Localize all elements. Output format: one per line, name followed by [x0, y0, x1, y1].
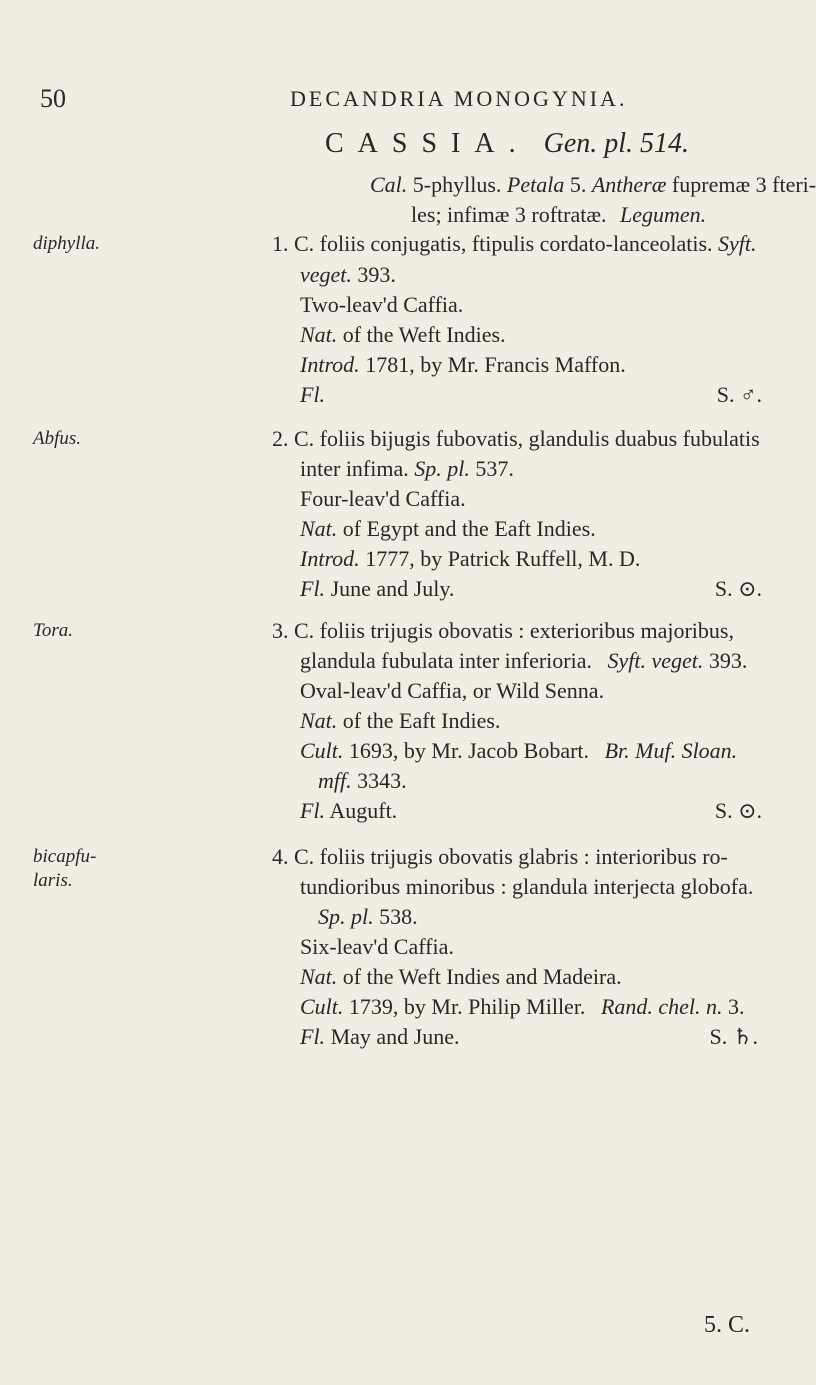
cult-ref: Br. Muf. Sloan. — [604, 738, 738, 763]
species-4-number: 4. — [272, 844, 289, 869]
fl-text: June and July. — [330, 576, 455, 601]
species-3-nat — [300, 708, 500, 734]
fl-label: Fl. — [300, 798, 326, 823]
page-number: 50 — [40, 84, 66, 113]
legumen-label: Legumen. — [620, 202, 707, 227]
species-1-nat — [300, 322, 506, 348]
nat-label: Nat. — [300, 516, 338, 541]
species-2-line-2 — [300, 456, 514, 482]
species-2-stove: S. ⊙. — [714, 576, 762, 601]
species-4-line-1 — [272, 844, 728, 870]
cal-label: Cal. — [370, 172, 408, 197]
species-1-ref-2-num: 393. — [357, 262, 396, 287]
species-1-line-2 — [300, 262, 396, 288]
nat-text: of the Weft Indies and Madeira. — [342, 964, 622, 989]
fl-text: May and June. — [330, 1024, 460, 1049]
species-2-fl — [300, 576, 454, 602]
species-1-ref-2: veget. — [300, 262, 352, 287]
nat-label: Nat. — [300, 322, 338, 347]
fl-label: Fl. — [300, 382, 326, 407]
petala-text: 5. — [569, 172, 587, 197]
species-1-ref: Syft. — [718, 231, 757, 256]
characters-text: les; infimæ 3 roftratæ. — [411, 202, 607, 227]
species-4-margin-name-1: bicapfu- — [33, 846, 97, 867]
introd-label: Introd. — [300, 352, 360, 377]
cult-label: Cult. — [300, 994, 344, 1019]
genus-heading — [325, 128, 689, 160]
species-4-ref: Sp. pl. — [318, 904, 374, 929]
species-3-line-2 — [300, 648, 747, 674]
species-2-diagnosis: C. foliis bijugis fubovatis, glandulis duabus fubulatis — [294, 426, 760, 451]
cult-ref: Rand. chel. n. — [600, 994, 723, 1019]
species-4-margin-name-2: laris. — [33, 870, 73, 891]
species-2-line-1 — [272, 426, 760, 452]
nat-text: of the Eaft Indies. — [342, 708, 501, 733]
species-3-ms — [318, 768, 407, 794]
species-2-diagnosis-2: inter infima. — [300, 456, 409, 481]
species-4-diagnosis: C. foliis trijugis obovatis glabris : interioribus ro- — [294, 844, 728, 869]
species-2-ref-num: 537. — [475, 456, 514, 481]
species-3-stove: S. ⊙. — [714, 798, 762, 823]
fl-label: Fl. — [300, 1024, 326, 1049]
species-3-english: Oval-leav'd Caffia, or Wild Senna. — [300, 678, 605, 703]
species-1-introd — [300, 352, 626, 378]
species-1-number: 1. — [272, 231, 289, 256]
cult-ref-num: 3. — [728, 994, 745, 1019]
fl-label: Fl. — [300, 576, 326, 601]
introd-text: 1781, by Mr. Francis Maffon. — [365, 352, 626, 377]
nat-text: of the Weft Indies. — [342, 322, 506, 347]
species-3-cult — [300, 738, 737, 764]
nat-label: Nat. — [300, 708, 338, 733]
introd-text: 1777, by Patrick Ruffell, M. D. — [365, 546, 641, 571]
species-2-nat — [300, 516, 596, 542]
antherae-text: fupremæ 3 fteri- — [671, 172, 816, 197]
catchword: 5. C. — [703, 1312, 750, 1338]
nat-text: of Egypt and the Eaft Indies. — [342, 516, 596, 541]
species-2-english: Four-leav'd Caffia. — [300, 486, 466, 511]
ms-label: mff. — [318, 768, 352, 793]
cult-text: 1739, by Mr. Philip Miller. — [348, 994, 586, 1019]
species-4-fl — [300, 1024, 459, 1050]
characters-line-1 — [370, 172, 816, 198]
species-3-diagnosis: C. foliis trijugis obovatis : exterioribus majoribus, — [294, 618, 734, 643]
species-3-line-1 — [272, 618, 734, 644]
species-2-margin-name: Abfus. — [33, 428, 82, 449]
species-1-fl — [300, 382, 325, 408]
characters-line-2 — [411, 202, 706, 228]
species-1-diagnosis: C. foliis conjugatis, ftipulis cordato-lanceolatis. — [294, 231, 713, 256]
introd-label: Introd. — [300, 546, 360, 571]
species-2-introd — [300, 546, 640, 572]
species-3-diagnosis-2: glandula fubulata inter inferioria. — [300, 648, 592, 673]
species-3-ref: Syft. veget. — [607, 648, 704, 673]
species-2-ref: Sp. pl. — [414, 456, 470, 481]
species-4-line-2: tundioribus minoribus : glandula interjecta globofa. — [300, 874, 754, 899]
cult-text: 1693, by Mr. Jacob Bobart. — [348, 738, 590, 763]
running-title: DECANDRIA MONOGYNIA. — [290, 86, 628, 111]
species-4-nat — [300, 964, 622, 990]
cult-label: Cult. — [300, 738, 344, 763]
species-4-stove: S. ♄. — [709, 1024, 758, 1049]
petala-label: Petala — [506, 172, 565, 197]
species-1-stove: S. ♂. — [716, 382, 762, 407]
species-4-english: Six-leav'd Caffia. — [300, 934, 454, 959]
nat-label: Nat. — [300, 964, 338, 989]
species-4-ref-num: 538. — [379, 904, 418, 929]
species-1-english: Two-leav'd Caffia. — [300, 292, 464, 317]
species-1-line-1 — [272, 231, 757, 257]
species-3-number: 3. — [272, 618, 289, 643]
fl-text: Auguft. — [329, 798, 398, 823]
species-3-ref-num: 393. — [708, 648, 748, 673]
genus-reference: Gen. pl. 514. — [543, 128, 690, 159]
species-1-margin-name: diphylla. — [33, 233, 101, 254]
cal-text: 5-phyllus. — [412, 172, 502, 197]
species-3-fl — [300, 798, 397, 824]
genus-name: CASSIA. — [325, 128, 530, 159]
species-4-cult — [300, 994, 745, 1020]
species-2-number: 2. — [272, 426, 289, 451]
species-3-margin-name: Tora. — [33, 620, 73, 641]
ms-number: 3343. — [357, 768, 407, 793]
species-4-line-3 — [318, 904, 418, 930]
antherae-label: Antheræ — [591, 172, 667, 197]
